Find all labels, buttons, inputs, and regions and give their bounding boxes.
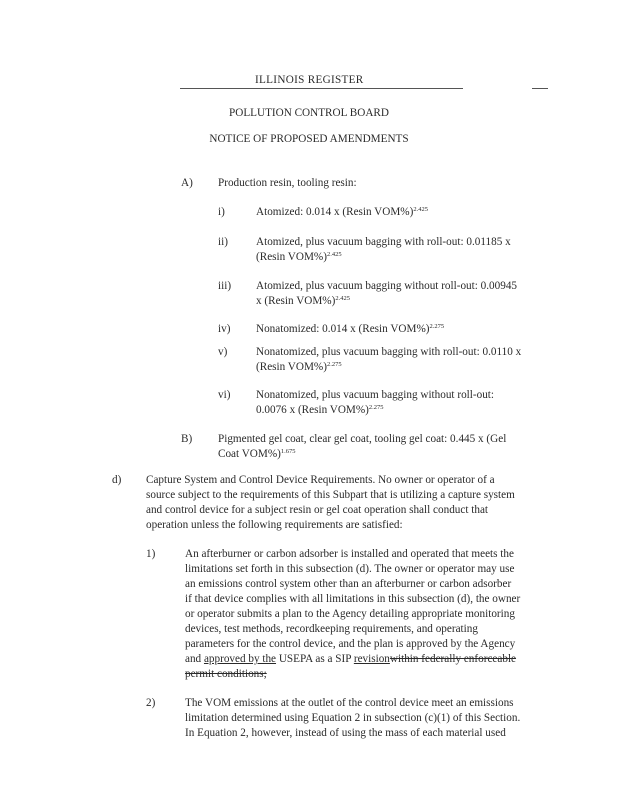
item-v-line1: Nonatomized, plus vacuum bagging with roll-out: 0.0110 x xyxy=(256,346,522,358)
notice-title: NOTICE OF PROPOSED AMENDMENTS xyxy=(209,133,409,145)
item-ii-line1: Atomized, plus vacuum bagging with roll-out: 0.01185 x xyxy=(256,236,511,248)
item-1-line3: an emissions control system other than an afterburner or carbon adsorber xyxy=(185,578,512,590)
item-iv-text: Nonatomized: 0.014 x (Resin VOM%)$^{2.275}$ xyxy=(256,323,445,335)
item-1-line4: if that device complies with all limitations in this subsection (d), the owner xyxy=(185,593,521,605)
item-1-line9-deleted: permit conditions; xyxy=(185,668,267,680)
item-vi-line1: Nonatomized, plus vacuum bagging without roll-out: xyxy=(256,389,495,401)
item-1-line2: limitations set forth in this subsection (d). The owner or operator may use xyxy=(185,563,515,575)
item-2-line2: limitation determined using Equation 2 in subsection (c)(1) of this Section. xyxy=(185,712,521,724)
item-1-line7: parameters for the control device, and the plan is approved by the Agency xyxy=(185,638,516,650)
item-1-line5: or operator submits a plan to the Agency detailing appropriate monitoring xyxy=(185,608,515,620)
section-d-line2: source subject to the requirements of this Subpart that is utilizing a capture system xyxy=(146,489,515,501)
deleted-text: within federally enforceable xyxy=(389,653,517,665)
item-i-marker: i) xyxy=(218,206,225,218)
inserted-text: revision xyxy=(353,653,390,665)
section-d-line3: and control device for a subject resin or gel coat operation shall conduct that xyxy=(146,504,489,516)
item-iii-marker: iii) xyxy=(218,280,232,292)
item-1-line8: and approved by the USEPA as a SIP revisionwithin federally enforceable xyxy=(185,653,517,665)
item-2-marker: 2) xyxy=(146,697,156,709)
item-2-line3: In Equation 2, however, instead of using the mass of each material used xyxy=(185,727,506,739)
section-d-line4: operation unless the following requirements are satisfied: xyxy=(146,519,403,531)
item-v-line2: (Resin VOM%)$^{2.275}$ xyxy=(256,361,342,373)
item-vi-line2: 0.0076 x (Resin VOM%)$^{2.275}$ xyxy=(256,404,384,416)
item-1-line1: An afterburner or carbon adsorber is installed and operated that meets the xyxy=(185,548,514,560)
section-b-line1: Pigmented gel coat, clear gel coat, tooling gel coat: 0.445 x (Gel xyxy=(218,433,507,445)
section-b-marker: B) xyxy=(181,433,193,445)
item-vi-marker: vi) xyxy=(218,389,231,401)
section-d-line1: Capture System and Control Device Requirements. No owner or operator of a xyxy=(146,474,495,486)
item-iv-marker: iv) xyxy=(218,323,231,335)
inserted-text: approved by the xyxy=(203,653,277,665)
item-ii-line2: (Resin VOM%)$^{2.425}$ xyxy=(256,251,342,263)
register-title: ILLINOIS REGISTER xyxy=(255,74,364,86)
item-v-marker: v) xyxy=(218,346,228,358)
header-underline xyxy=(180,88,463,89)
item-1-line6: devices, test methods, recordkeeping requirements, and operating xyxy=(185,623,478,635)
item-iii-line2: x (Resin VOM%)$^{2.425}$ xyxy=(256,295,350,307)
section-d-marker: d) xyxy=(112,474,122,486)
item-i-text: Atomized: 0.014 x (Resin VOM%)$^{2.425}$ xyxy=(256,206,428,218)
section-b-line2: Coat VOM%)$^{1.675}$ xyxy=(218,448,296,460)
header-rule-short xyxy=(532,88,548,89)
section-a-title: Production resin, tooling resin: xyxy=(218,177,357,189)
item-iii-line1: Atomized, plus vacuum bagging without roll-out: 0.00945 xyxy=(256,280,518,292)
item-ii-marker: ii) xyxy=(218,236,228,248)
item-1-marker: 1) xyxy=(146,548,156,560)
board-title: POLLUTION CONTROL BOARD xyxy=(229,107,389,119)
item-2-line1: The VOM emissions at the outlet of the control device meet an emissions xyxy=(185,697,514,709)
section-a-marker: A) xyxy=(181,177,193,189)
